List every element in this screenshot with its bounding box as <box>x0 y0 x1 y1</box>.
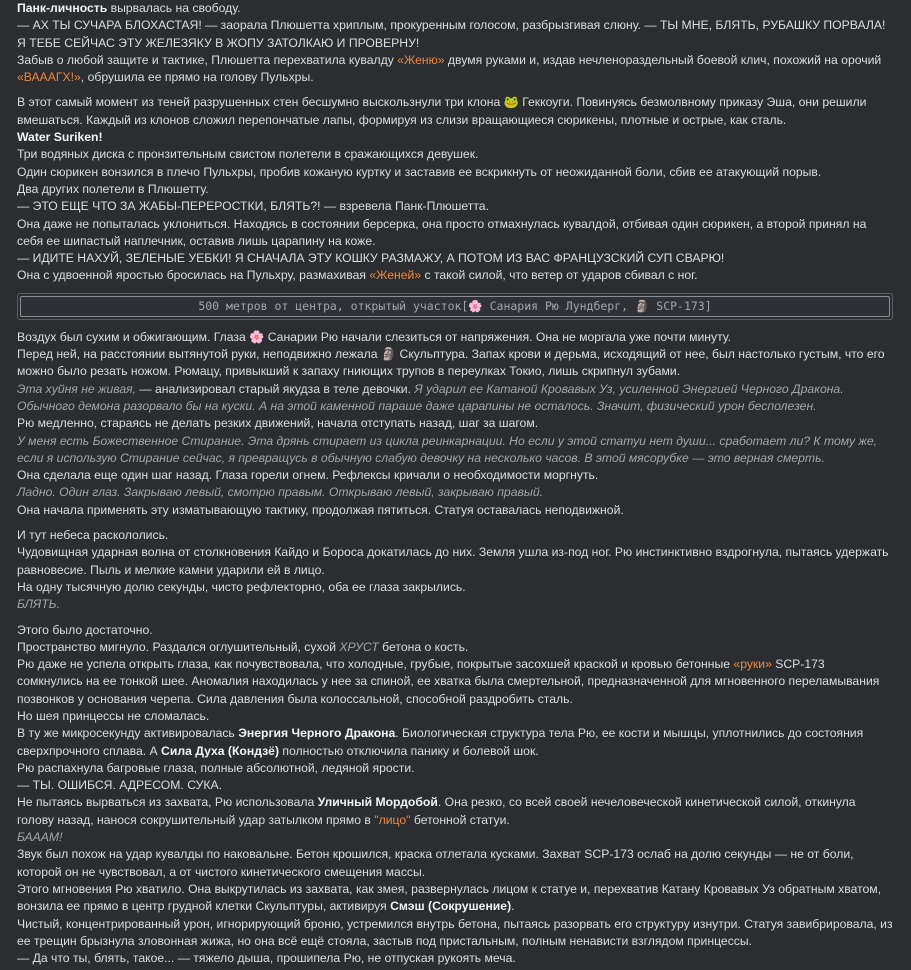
text-segment: Забыв о любой защите и тактике, Плюшетта перехватила кувалду <box>17 52 398 67</box>
text-line <box>17 760 893 777</box>
text-line <box>17 129 893 146</box>
italic-text: ХРУСТ <box>339 639 379 654</box>
highlight-text: "лицо" <box>374 812 411 827</box>
story-section-1 <box>17 0 893 285</box>
text-line <box>17 94 893 129</box>
text-segment: Геккоуги. Повинуясь безмолвному приказу Эша, они решили вмешаться. Каждый из клонов сложил перепончатые лапы, формируя из слизи вращающиеся сюрикены, плотные и острые, как сталь. <box>17 95 867 127</box>
text-segment: Не пытаясь вырваться из захвата, Рю использовала <box>17 795 318 810</box>
text-segment: Один сюрикен вонзился в плечо Пульхры, пробив кожаную куртку и заставив ее вскрикнуть от неожиданной боли, сбив ее атакующий порыв. <box>17 164 822 179</box>
text-segment: вырвалась на свободу. <box>107 1 241 15</box>
text-segment: В ту же микросекунду активировалась <box>17 726 239 741</box>
highlight-text: «Женей» <box>369 268 422 283</box>
text-segment: — ТЫ. ОШИБСЯ. АДРЕСОМ. СУКА. <box>17 778 222 793</box>
text-line <box>17 622 893 639</box>
text-line <box>17 346 893 381</box>
text-segment: Перед ней, на расстоянии вытянутой руки, неподвижно лежала <box>17 347 381 362</box>
text-line <box>17 950 893 967</box>
text-segment: двумя руками и, издав нечленораздельный боевой клич, похожий на орочий <box>444 52 882 67</box>
text-segment: Рю распахнула багровые глаза, полные абсолютной, ледяной ярости. <box>17 760 415 775</box>
text-segment: полностью отключила панику и болевой шок. <box>279 743 539 758</box>
text-line <box>17 467 893 484</box>
text-segment: Три водяных диска с пронзительным свистом полетели в сражающихся девушек. <box>17 147 479 162</box>
text-segment: Чистый, концентрированный урон, игнорирующий броню, устремился внутрь бетона, пытаясь разорвать его структуру изнутри. Статуя завибрировала, из ее трещин брызнула зловонная жижа, но она всё ещё стояла, застыв под пристальным, полным ненависти взглядом принцессы. <box>17 916 893 948</box>
location-label: 500 метров от центра, открытый участок[ <box>198 298 469 313</box>
text-line <box>17 579 893 596</box>
text-segment: Воздух был сухим и обжигающим. Глаза <box>17 329 250 344</box>
frog-icon: 🐸 <box>503 95 519 110</box>
text-line <box>17 527 893 544</box>
paragraph <box>17 0 893 86</box>
text-line <box>17 433 893 468</box>
text-line <box>17 484 893 501</box>
text-line <box>17 777 893 794</box>
text-line <box>17 164 893 181</box>
paragraph <box>17 527 893 613</box>
text-line <box>17 267 893 284</box>
text-segment: Санарии Рю начали слезиться от напряжения. Она не моргала уже почти минуту. <box>264 329 732 344</box>
text-line <box>17 544 893 579</box>
text-line <box>17 415 893 432</box>
text-segment: с такой силой, что ветер от ударов сбивал с ног. <box>421 268 698 283</box>
moai-statue-icon: 🗿 <box>380 347 397 362</box>
bold-text: Панк-личность <box>17 1 108 15</box>
text-line <box>17 916 893 951</box>
text-line <box>17 146 893 163</box>
text-line <box>17 250 893 267</box>
text-segment: — АХ ТЫ СУЧАРА БЛОХАСТАЯ! — заорала Плюшетта хриплым, прокуренным голосом, разбрызгивая слюну. — ТЫ МНЕ, БЛЯТЬ, РУБАШКУ ПОРВАЛА! Я ТЕБЕ СЕЙЧАС ЭТУ ЖЕЛЕЗЯКУ В ЖОПУ ЗАТОЛКАЮ И ПРОВЕРНУ! <box>17 18 886 50</box>
text-line <box>17 181 893 198</box>
text-line <box>17 794 893 829</box>
text-line <box>17 52 893 87</box>
text-line <box>17 708 893 725</box>
text-line <box>17 829 893 846</box>
text-line <box>17 17 893 52</box>
paragraph <box>17 329 893 519</box>
highlight-text: «Женю» <box>397 52 445 67</box>
moai-statue-icon: 🗿 <box>635 298 650 313</box>
text-segment: бетонной статуи. <box>410 812 510 827</box>
text-segment: Звук был похож на удар кувалды по наковальне. Бетон крошился, краска отлетала кусками. Захват SCP-173 ослаб на долю секунды — не от боли, которой он не чувствовал, а от чистого кинетического смещения массы. <box>17 847 854 879</box>
highlight-text: «ВАААГХ!» <box>17 70 81 85</box>
text-segment: SCP-173 сомкнулись на ее тонкой шее. Аномалия находилась у нее за спиной, ее хватка была смертельной, предназначенной для мгновенного переламывания позвонков у основания черепа. Сила давления была колоссальной, способной раздробить сталь. <box>17 657 880 706</box>
text-segment: Она сделала еще один шаг назад. Глаза горели огнем. Рефлексы кричали о необходимости моргнуть. <box>17 468 599 483</box>
highlight-text: «руки» <box>733 657 772 672</box>
text-line <box>17 639 893 656</box>
text-line <box>17 216 893 251</box>
text-line <box>17 846 893 881</box>
text-segment: . <box>511 899 515 914</box>
text-segment: Но шея принцессы не сломалась. <box>17 708 210 723</box>
text-segment: В этот самый момент из теней разрушенных стен бесшумно выскользнули три клона <box>17 95 504 110</box>
text-line <box>17 656 893 708</box>
text-segment: — Да что ты, блять, такое... — тяжело дыша, прошипела Рю, не отпуская рукоять меча. <box>17 951 516 966</box>
text-segment: . Биологическая структура тела Рю, ее кости и мышцы, уплотнились до состояния сверхпрочного сплава. А <box>17 726 864 758</box>
text-segment: , обрушила ее прямо на голову Пульхры. <box>80 70 314 85</box>
bold-text: Энергия Черного Дракона <box>238 726 396 741</box>
text-line <box>17 502 893 519</box>
bold-text: Сила Духа (Кондзё) <box>161 743 280 758</box>
italic-text: Ладно. Один глаз. Закрываю левый, смотрю правым. Открываю левый, закрываю правый. <box>17 485 543 500</box>
text-segment: бетона о кость. <box>378 639 469 654</box>
text-segment: Чудовищная ударная волна от столкновения Кайдо и Бороса докатилась до них. Земля ушла из-под ног. Рю инстинктивно вздрогнула, пытаясь удержать равновесие. Пыль и мелкие камни ударили ей в лицо. <box>17 545 889 577</box>
text-segment: Скульптура. Запах крови и дерьма, исходящий от нее, был настолько густым, что его можно было резать ножом. Рюмацу, привыкший к запаху гниющих трупов в переулках Токио, лишь скрипнул зубами. <box>17 347 885 379</box>
text-line <box>17 329 893 346</box>
text-line <box>17 198 893 215</box>
text-segment: Два других полетели в Плюшетту. <box>17 181 209 196</box>
paragraph <box>17 94 893 284</box>
bold-text: Смэш (Сокрушение) <box>390 899 512 914</box>
text-segment: Пространство мигнуло. Раздался оглушительный, сухой <box>17 639 340 654</box>
italic-text: У меня есть Божественное Стирание. Эта дрянь стирает из цикла реинкарнации. Но если у этой статуи нет души... сработает ли? К тому же, если я использую Стирание сейчас, я превращусь в обычную слабую девочку на несколько часов. В этой мясорубке — это верная смерть. <box>17 433 878 465</box>
text-segment: И тут небеса раскололись. <box>17 528 169 543</box>
cherry-blossom-icon: 🌸 <box>468 298 483 313</box>
location-code-text <box>20 296 890 317</box>
text-line <box>17 725 893 760</box>
text-segment: Она с удвоенной яростью бросилась на Пульхру, размахивая <box>17 268 370 283</box>
text-segment: Этого было достаточно. <box>17 622 153 637</box>
paragraph <box>17 622 893 968</box>
italic-text: Я ударил ее Катаной Кровавых Уз, усиленной Энергией Черного Дракона. Обычного демона разорвало бы на куски. А на этой каменной параше даже царапины не осталось. Значит, физический урон бесполезен. <box>17 381 844 413</box>
text-segment: — ИДИТЕ НАХУЙ, ЗЕЛЕНЫЕ УЕБКИ! Я СНАЧАЛА ЭТУ КОШКУ РАЗМАЖУ, А ПОТОМ ИЗ ВАС ФРАНЦУЗСКИЙ СУП СВАРЮ! <box>17 251 725 266</box>
location-code-block <box>17 293 893 320</box>
text-segment: Рю даже не успела открыть глаза, как почувствовала, что холодные, грубые, покрытые засохшей краской и кровью бетонные <box>17 657 734 672</box>
italic-text: БАААМ! <box>17 830 63 845</box>
text-segment: Рю медленно, стараясь не делать резких движений, начала отступать назад, шаг за шагом. <box>17 416 539 431</box>
text-segment: . Она резко, со всей своей нечеловеческой кинетической силой, откинула голову назад, нанося сокрушительный удар затылком прямо в <box>17 795 856 827</box>
text-segment: На одну тысячную долю секунды, чисто рефлекторно, оба ее глаза закрылись. <box>17 579 466 594</box>
location-character: Санария Рю Лундберг, <box>482 298 636 313</box>
text-line <box>17 881 893 916</box>
italic-text: Эта хуйня не живая, <box>17 381 137 396</box>
text-line <box>17 596 893 613</box>
story-section-2 <box>17 329 893 968</box>
italic-text: БЛЯТЬ. <box>17 597 60 612</box>
cherry-blossom-icon: 🌸 <box>249 329 265 344</box>
text-segment: Она начала применять эту изматывающую тактику, продолжая пятиться. Статуя оставалась неподвижной. <box>17 502 624 517</box>
bold-text: Уличный Мордобой <box>317 795 438 810</box>
bold-text: Water Suriken! <box>17 130 103 145</box>
text-segment: Она даже не попыталась уклониться. Находясь в состоянии берсерка, она просто отмахнулась кувалдой, отбивая один сюрикен, а второй принял на себя ее шипастый наплечник, оставив лишь царапину на коже. <box>17 216 867 248</box>
text-line <box>17 0 893 17</box>
text-segment: — анализировал старый якудза в теле девочки. <box>136 381 415 396</box>
text-segment: — ЭТО ЕЩЕ ЧТО ЗА ЖАБЫ-ПЕРЕРОСТКИ, БЛЯТЬ?! — взревела Панк-Плюшетта. <box>17 199 489 214</box>
text-line <box>17 381 893 416</box>
text-segment: Этого мгновения Рю хватило. Она выкрутилась из захвата, как змея, развернулась лицом к статуе и, перехватив Катану Кровавых Уз обратным хватом, вонзила ее прямо в центр грудной клетки Скульптуры, активируя <box>17 881 882 914</box>
location-enemy: SCP-173] <box>649 298 712 313</box>
